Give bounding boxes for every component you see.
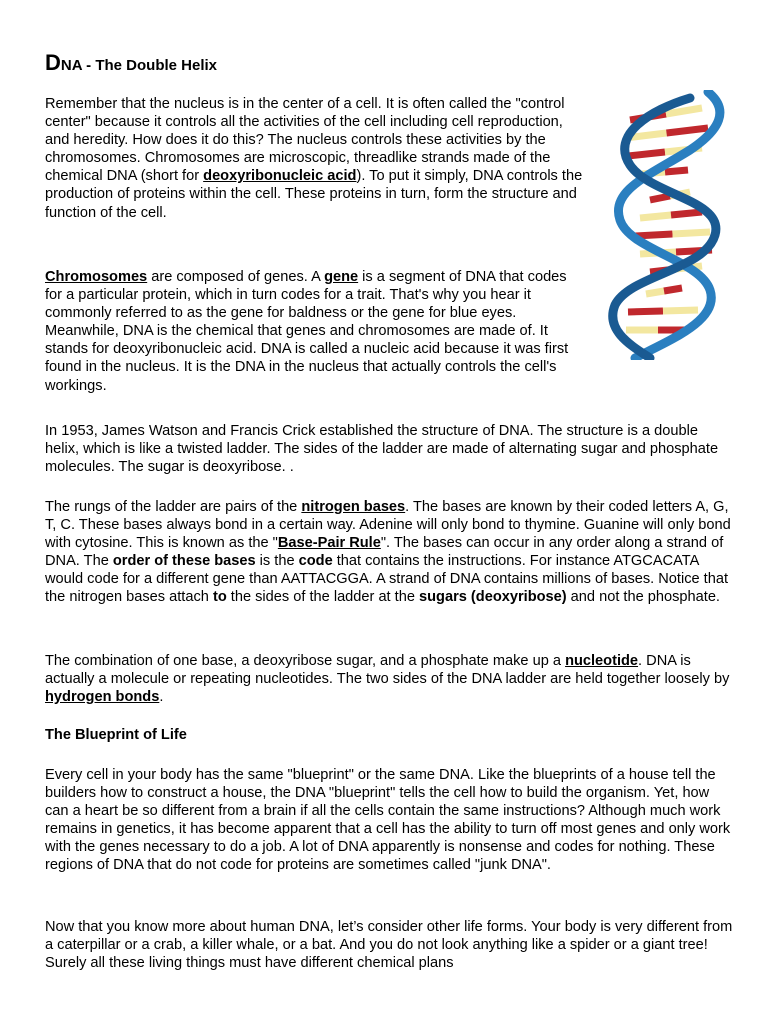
term-order-of-bases: order of these bases	[112, 553, 256, 570]
paragraph-blueprint	[45, 766, 735, 875]
helix-rung	[667, 128, 709, 133]
term-chromosomes: Chromosomes	[45, 269, 148, 285]
paragraph-structure	[45, 422, 735, 476]
text: Every cell in your body has the same "blueprint" or the same DNA. Like the blueprints of a house tell the builders how to construct a house, the DNA "blueprint" tells the cell how to build the organism. Yet, how can a heart be so different from a brain if all the cells contain the same instructions? Although much work remains in genetics, it has become apparent that a cell has the ability to turn off most genes and only work with the genes necessary to do a job. A lot of DNA apparently is nonsense and codes for nothing. These regions of DNA that do not code for proteins are sometimes called "junk DNA".	[45, 767, 731, 874]
term-deoxyribonucleic-acid: deoxyribonucleic acid	[203, 168, 357, 185]
helix-rung	[663, 310, 698, 311]
term-hydrogen-bonds: hydrogen bonds	[45, 689, 160, 706]
text: The combination of one base, a deoxyribose sugar, and a phosphate make up a	[45, 653, 566, 669]
helix-rung	[671, 212, 702, 215]
helix-rung	[640, 215, 671, 218]
text: is a segment of DNA that codes for a particular protein, which in turn codes for a trait. That's why you hear it commonly referred to as the gene for baldness or the gene for blue eyes. Meanwhile, DNA is the chemical that genes and chromosomes are made of. It stands for deoxyribonucleic acid. DNA is called a nucleic acid because it was first found in the nucleus. It is the DNA in the nucleus that actually controls the cell's workings.	[45, 269, 569, 394]
term-nitrogen-bases: nitrogen bases	[301, 499, 406, 515]
helix-rung	[664, 288, 682, 291]
text: is the	[255, 553, 299, 570]
helix-rung	[628, 311, 663, 312]
term-to: to	[212, 589, 227, 606]
text: . The bases are known by their coded letters A, G, T, C. These bases always bond in a certain way. Adenine will only bond to thymine. Guanine will only bond with cytosine. This is known as the "	[45, 499, 731, 552]
text: the sides of the ladder at the	[226, 589, 420, 606]
paragraph-nucleotide	[45, 652, 735, 706]
dna-helix-illustration	[590, 90, 740, 360]
text: ". The bases can occur in any order along a strand of DNA. The	[45, 535, 724, 570]
helix-rung	[665, 170, 688, 172]
text: The rungs of the ladder are pairs of the	[45, 499, 302, 515]
title-rest: NA - The Double Helix	[60, 57, 218, 74]
text: are composed of genes. A	[147, 269, 325, 285]
paragraph-chromosomes	[45, 268, 585, 395]
helix-rung	[650, 196, 670, 200]
paragraph-life-forms	[45, 918, 735, 972]
helix-rung	[673, 232, 711, 234]
term-base-pair-rule: Base-Pair Rule	[277, 535, 381, 552]
section-heading-blueprint: The Blueprint of Life	[45, 727, 187, 743]
text: Remember that the nucleus is in the center of a cell. It is often called the "control center" because it controls all the activities of the cell including cell reproduction, and heredity. How does it do this? The nucleus controls these activities by the chromosomes. Chromosomes are microscopic, threadlike strands made of the chemical DNA (short for	[45, 96, 565, 185]
text: Now that you know more about human DNA, let’s consider other life forms. Your body is very different from a caterpillar or a crab, a killer whale, or a bat. And you do not look anything like a spider or a giant tree! Surely all these living things must have different chemical plans	[45, 919, 733, 972]
text: that contains the instructions. For instance ATGCACATA would code for a different gene than AATTACGGA. A strand of DNA contains millions of bases. Notice that the nitrogen bases attach	[45, 553, 729, 606]
helix-rung	[628, 152, 665, 156]
helix-rung	[646, 291, 664, 294]
text: In 1953, James Watson and Francis Crick established the structure of DNA. The structure is a double helix, which is like a twisted ladder. The sides of the ladder are made of alternating sugar and phosphate molecules. The sugar is deoxyribose. .	[45, 423, 719, 476]
paragraph-bases	[45, 498, 735, 607]
paragraph-intro	[45, 95, 585, 222]
term-code: code	[298, 553, 333, 570]
page-title	[45, 50, 217, 76]
term-gene: gene	[324, 269, 359, 285]
term-nucleotide: nucleotide	[565, 653, 639, 669]
text: and not the phosphate.	[566, 589, 720, 606]
text: ). To put it simply, DNA controls the production of proteins within the cell. These proteins in turn, form the structure and function of the cell.	[45, 168, 583, 221]
text: .	[159, 689, 164, 706]
term-sugars: sugars (deoxyribose)	[419, 589, 567, 606]
title-initial: D	[45, 50, 61, 75]
text: . DNA is actually a molecule or repeating nucleotides. The two sides of the DNA ladder are held together loosely by	[45, 653, 730, 688]
helix-rung	[635, 234, 673, 236]
